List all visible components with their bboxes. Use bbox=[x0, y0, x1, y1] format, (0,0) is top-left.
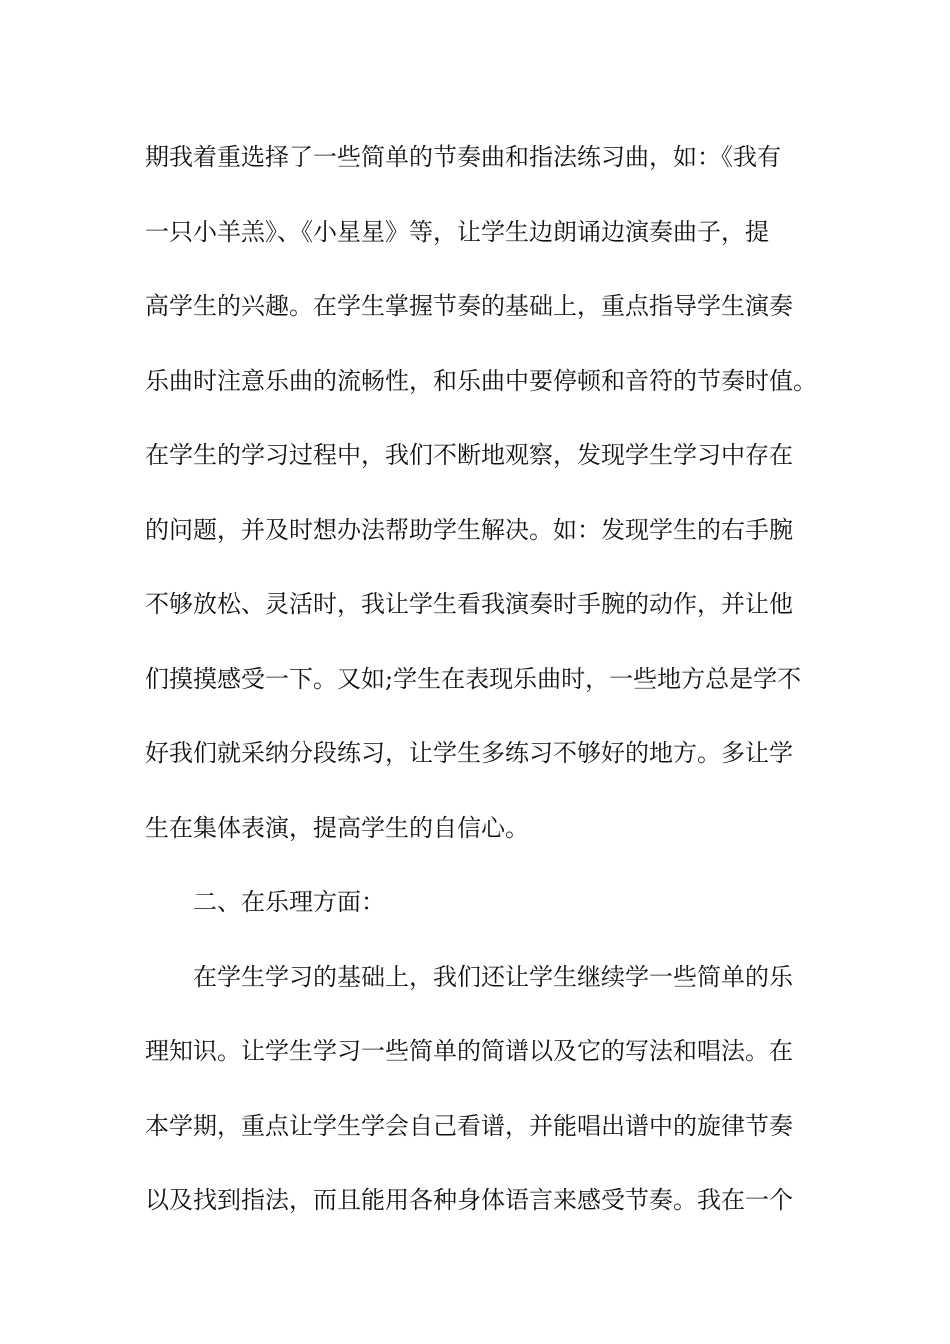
text-line: 期我着重选择了一些简单的节奏曲和指法练习曲，如：《我有 bbox=[145, 143, 781, 171]
text-line: 以及找到指法，而且能用各种身体语言来感受节奏。我在一个 bbox=[145, 1186, 793, 1214]
text-line: 好我们就采纳分段练习，让学生多练习不够好的地方。多让学 bbox=[145, 739, 793, 767]
text-line: 乐曲时注意乐曲的流畅性，和乐曲中要停顿和音符的节奏时值。 bbox=[145, 366, 817, 395]
text-line: 们摸摸感受一下。又如;学生在表现乐曲时，一些地方总是学不 bbox=[145, 664, 802, 693]
section-heading: 二、在乐理方面： bbox=[193, 888, 385, 916]
text-line: 一只小羊羔》、《小星星》等，让学生边朗诵边演奏曲子，提 bbox=[145, 217, 769, 246]
text-line: 理知识。让学生学习一些简单的简谱以及它的写法和唱法。在 bbox=[145, 1037, 793, 1065]
text-line: 不够放松、灵活时，我让学生看我演奏时手腕的动作，并让他 bbox=[145, 590, 793, 618]
text-line: 的问题，并及时想办法帮助学生解决。如：发现学生的右手腕 bbox=[145, 515, 793, 544]
text-line: 在学生学习的基础上，我们还让学生继续学一些简单的乐 bbox=[193, 962, 793, 991]
text-line: 生在集体表演，提高学生的自信心。 bbox=[145, 813, 529, 842]
text-line: 本学期，重点让学生学会自己看谱，并能唱出谱中的旋律节奏 bbox=[145, 1111, 793, 1140]
text-line: 高学生的兴趣。在学生掌握节奏的基础上，重点指导学生演奏 bbox=[145, 292, 793, 320]
text-line: 在学生的学习过程中，我们不断地观察，发现学生学习中存在 bbox=[145, 441, 793, 469]
body-text bbox=[145, 133, 820, 1251]
